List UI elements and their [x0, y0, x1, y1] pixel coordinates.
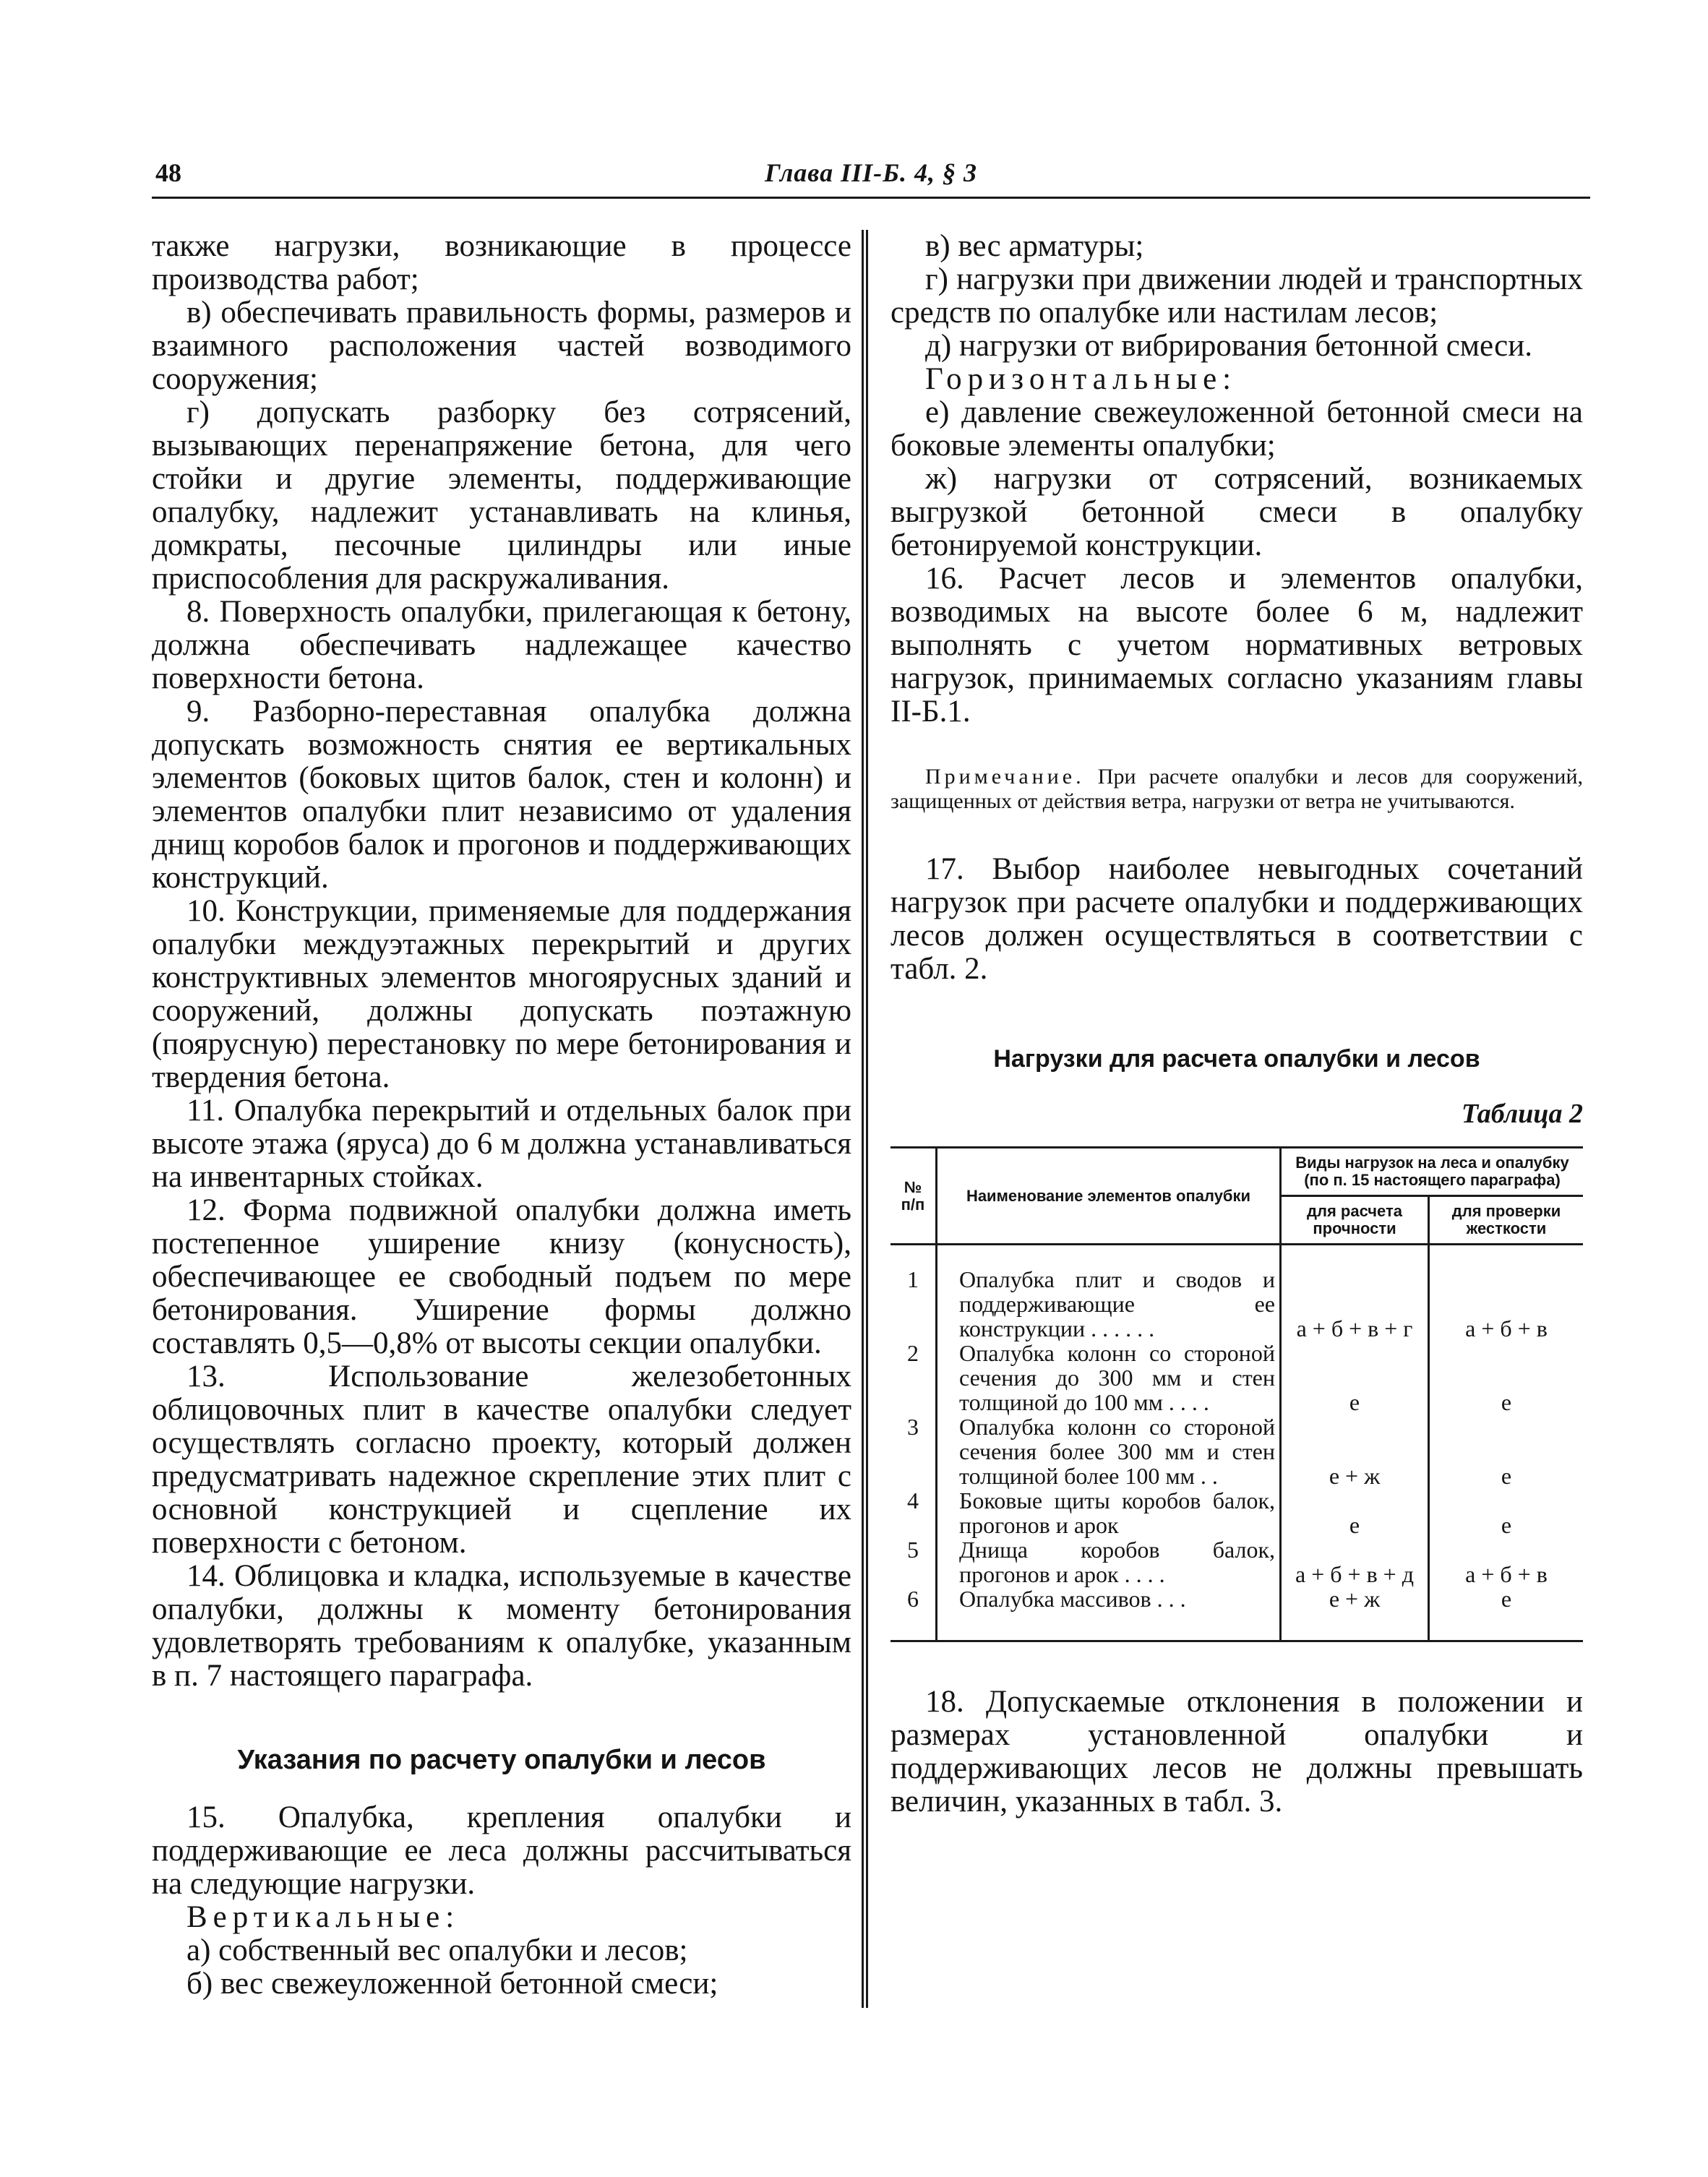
- running-head: Глава III-Б. 4, § 3: [764, 158, 978, 187]
- row-stiffness: е: [1429, 1341, 1584, 1414]
- list-item: в) вес арматуры;: [925, 229, 1144, 263]
- row-num: 1: [891, 1245, 937, 1341]
- header-num: № п/п: [891, 1148, 937, 1245]
- row-strength: е: [1281, 1341, 1429, 1414]
- page-number: 48: [155, 158, 181, 187]
- loads-table: [891, 1146, 1583, 1642]
- list-item: д) нагрузки от вибрирования бетонной смеси.: [925, 329, 1533, 363]
- table-row: [891, 1488, 1583, 1537]
- header-strength: для расчета прочности: [1281, 1196, 1429, 1245]
- row-name: Опалубка колонн со стороной сечения до 300 мм и стен толщиной до 100 мм . . . .: [937, 1341, 1281, 1414]
- paragraph-16: 16. Расчет лесов и элементов опалубки, возводимых на высоте более 6 м, надлежит выполнять с учетом нормативных ветровых нагрузок, принимаемых согласно указаниям главы II-Б.1.: [891, 562, 1583, 729]
- note-text: При расчете опалубки и лесов для сооружений, защищенных от действия ветра, нагрузки от ветра не учитываются.: [891, 765, 1584, 813]
- paragraph-10: 10. Конструкции, применяемые для поддержания опалубки междуэтажных перекрытий и других конструктивных элементов многоярусных зданий и сооружений, должны допускать поэтажную (поярусную) перестановку по мере бетонирования и твердения бетона.: [152, 894, 851, 1094]
- row-num: 4: [891, 1488, 937, 1537]
- paragraph-18: 18. Допускаемые отклонения в положении и размерах установленной опалубки и поддерживающих лесов не должны превышать величин, указанных в табл. 3.: [891, 1685, 1583, 1819]
- row-stiffness: е: [1429, 1414, 1584, 1488]
- paragraph-11: 11. Опалубка перекрытий и отдельных балок при высоте этажа (яруса) до 6 м должна устанавливаться на инвентарных стойках.: [152, 1094, 851, 1194]
- row-name: Боковые щиты коробов балок, прогонов и арок: [937, 1488, 1281, 1537]
- note-label: Примечание.: [925, 765, 1085, 789]
- paragraph-17: 17. Выбор наиболее невыгодных сочетаний нагрузок при расчете опалубки и поддерживающих лесов должен осуществляться в соответствии с табл. 2.: [891, 852, 1583, 986]
- table-row: [891, 1414, 1583, 1488]
- row-num: 6: [891, 1586, 937, 1641]
- table-row: [891, 1586, 1583, 1641]
- page-header: [155, 158, 1587, 198]
- left-column: [152, 230, 851, 2001]
- row-num: 2: [891, 1341, 937, 1414]
- paragraph-13: 13. Использование железобетонных облицовочных плит в качестве опалубки следует осуществлять согласно проекту, который должен предусматривать надежное скрепление этих плит с основной конструкцией и сцепление их поверхности с бетоном.: [152, 1360, 851, 1560]
- list-item: ж) нагрузки от сотрясений, возникаемых выгрузкой бетонной смеси в опалубку бетонируемой конструкции.: [891, 462, 1583, 562]
- paragraph-14: 14. Облицовка и кладка, используемые в качестве опалубки, должны к моменту бетонирования удовлетворять требованиям к опалубке, указанным в п. 7 настоящего параграфа.: [152, 1559, 851, 1693]
- list-item: в) обеспечивать правильность формы, размеров и взаимного расположения частей возводимого сооружения;: [152, 296, 851, 396]
- horizontal-loads-label: Горизонтальные:: [925, 362, 1237, 396]
- list-item: г) нагрузки при движении людей и транспортных средств по опалубке или настилам лесов;: [891, 262, 1583, 330]
- row-name: Днища коробов балок, прогонов и арок . . . .: [937, 1537, 1281, 1586]
- paragraph-15: 15. Опалубка, крепления опалубки и поддерживающие ее леса должны рассчитываться на следующие нагрузки.: [152, 1800, 851, 1901]
- row-name: Опалубка плит и сводов и поддерживающие ее конструкции . . . . . .: [937, 1245, 1281, 1341]
- column-divider: [862, 230, 868, 2008]
- vertical-loads-label: Вертикальные:: [186, 1900, 460, 1934]
- list-item: г) допускать разборку без сотрясений, вызывающих перенапряжение бетона, для чего стойки и другие элементы, поддерживающие опалубку, надлежит устанавливать на клинья, домкраты, песочные цилиндры или иные приспособления для раскружаливания.: [152, 395, 851, 596]
- table-row: [891, 1537, 1583, 1586]
- row-stiffness: а + б + в: [1429, 1245, 1584, 1341]
- header-load-types: Виды нагрузок на леса и опалубку (по п. 15 настоящего параграфа): [1281, 1148, 1584, 1196]
- table-label: Таблица 2: [1461, 1099, 1583, 1129]
- header-name: Наименование элементов опалубки: [937, 1148, 1281, 1245]
- paragraph: также нагрузки, возникающие в процессе производства работ;: [152, 229, 851, 296]
- row-strength: а + б + в + д: [1281, 1537, 1429, 1586]
- row-strength: е: [1281, 1488, 1429, 1537]
- row-name: Опалубка колонн со стороной сечения более 300 мм и стен толщиной более 100 мм . .: [937, 1414, 1281, 1488]
- list-item: а) собственный вес опалубки и лесов;: [186, 1933, 688, 1967]
- row-num: 5: [891, 1537, 937, 1586]
- right-column: [891, 230, 1583, 1819]
- header-stiffness: для проверки жесткости: [1429, 1196, 1584, 1245]
- row-strength: е + ж: [1281, 1586, 1429, 1641]
- row-strength: а + б + в + г: [1281, 1245, 1429, 1341]
- section-title: Указания по расчету опалубки и лесов: [237, 1745, 766, 1775]
- note: [891, 765, 1583, 814]
- row-num: 3: [891, 1414, 937, 1488]
- row-stiffness: е: [1429, 1488, 1584, 1537]
- row-stiffness: е: [1429, 1586, 1584, 1641]
- paragraph-9: 9. Разборно-переставная опалубка должна допускать возможность снятия ее вертикальных элементов (боковых щитов балок, стен и колонн) и элементов опалубки плит независимо от удаления днищ коробов балок и прогонов и поддерживающих конструкций.: [152, 695, 851, 895]
- paragraph-12: 12. Форма подвижной опалубки должна иметь постепенное уширение книзу (конусность), обеспечивающее ее свободный подъем по мере бетонирования. Уширение формы должно составлять 0,5—0,8% от высоты секции опалубки.: [152, 1193, 851, 1360]
- table-row: [891, 1245, 1583, 1341]
- table-row: [891, 1341, 1583, 1414]
- header-rule: [152, 197, 1590, 199]
- paragraph-8: 8. Поверхность опалубки, прилегающая к бетону, должна обеспечивать надлежащее качество поверхности бетона.: [152, 595, 851, 695]
- row-stiffness: а + б + в: [1429, 1537, 1584, 1586]
- row-name: Опалубка массивов . . .: [937, 1586, 1281, 1641]
- row-strength: е + ж: [1281, 1414, 1429, 1488]
- list-item: б) вес свежеуложенной бетонной смеси;: [186, 1967, 718, 2001]
- table-title: Нагрузки для расчета опалубки и лесов: [993, 1045, 1480, 1073]
- list-item: е) давление свежеуложенной бетонной смеси на боковые элементы опалубки;: [891, 395, 1583, 463]
